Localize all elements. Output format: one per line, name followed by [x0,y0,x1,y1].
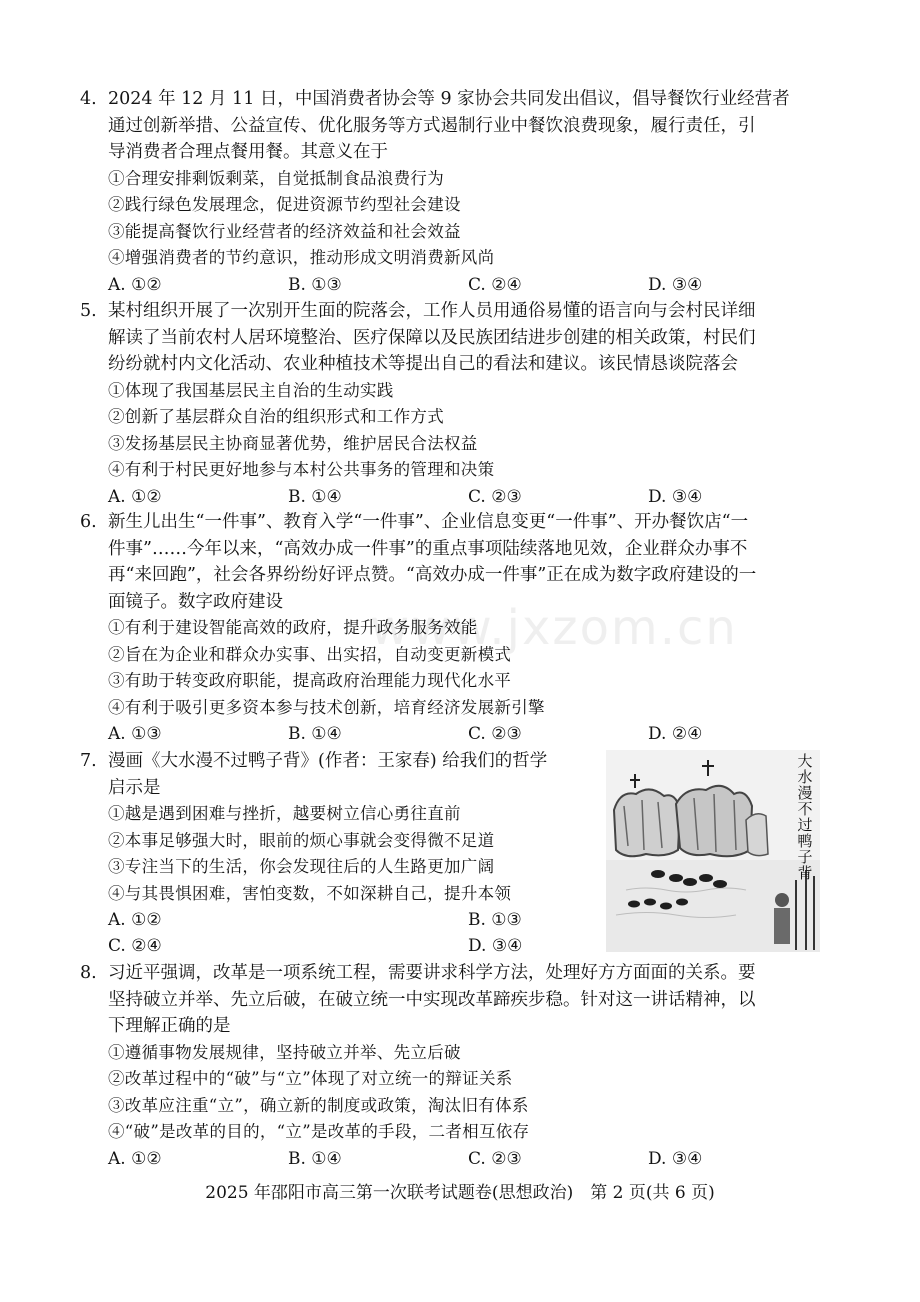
question-stem [80,509,840,615]
choice-d[interactable]: D. ③④ [648,486,703,507]
answer-choices [80,721,840,747]
choice-b[interactable]: B. ①④ [288,724,342,744]
choice-c[interactable]: C. ②④ [468,274,522,295]
option-statement: ①有利于建设智能高效的政府，提升政务服务效能 [108,618,478,637]
choice-d[interactable]: D. ③④ [648,1148,703,1169]
choice-b[interactable]: B. ①③ [468,910,522,930]
choice-d[interactable]: D. ③④ [648,274,703,295]
option-statement: ④有利于吸引更多资本参与技术创新，培育经济发展新引擎 [108,697,545,717]
choice-c[interactable]: C. ②③ [468,486,522,507]
question-stem [80,298,840,378]
question-number: 8. [80,963,97,983]
answer-choices [80,1146,840,1172]
stem-line: 通过创新举措、公益宣传、优化服务等方式遏制行业中餐饮浪费现象，履行责任，引 [108,115,756,136]
question-number: 5. [80,301,97,321]
stem-line: 下理解正确的是 [108,1016,231,1036]
choice-a[interactable]: A. ①② [108,486,162,507]
option-statement: ④增强消费者的节约意识，推动形成文明消费新风尚 [108,248,495,267]
option-statement: ③有助于转变政府职能，提高政府治理能力现代化水平 [108,671,512,690]
option-statement: ③能提高餐饮行业经营者的经济效益和社会效益 [108,221,461,241]
stem-line: 漫画《大水漫不过鸭子背》(作者：王家春) 给我们的哲学 [108,751,548,771]
stem-line: 纷纷就村内文化活动、农业种植技术等提出自己的看法和建议。该民情恳谈院落会 [108,354,738,374]
option-statement: ④“破”是改革的目的，“立”是改革的手段，二者相互依存 [108,1122,530,1141]
option-statement: ①遵循事物发展规律，坚持破立并举、先立后破 [108,1042,461,1062]
stem-line: 某村组织开展了一次别开生面的院落会，工作人员用通俗易懂的语言向与会村民详细 [108,301,756,321]
watermark: www.jxzom.cn [370,600,738,656]
answer-choices [80,484,840,510]
choice-d[interactable]: D. ③④ [468,936,523,956]
choice-b[interactable]: B. ①④ [288,486,342,507]
option-statement: ②践行绿色发展理念，促进资源节约型社会建设 [108,195,461,214]
stem-line: 启示是 [108,777,161,798]
question-6 [80,509,840,747]
choice-c[interactable]: C. ②③ [468,1148,522,1169]
question-5 [80,298,840,510]
option-statement: ②旨在为企业和群众办实事、出实招，自动变更新模式 [108,644,512,664]
option-statement: ②改革过程中的“破”与“立”体现了对立统一的辩证关系 [108,1069,513,1088]
question-number: 7. [80,751,97,771]
cartoon-title: 大水漫不过鸭子背 [797,752,813,882]
stem-line: 新生儿出生“一件事”、教育入学“一件事”、企业信息变更“一件事”、开办餐饮店“一 [108,512,749,532]
choice-a[interactable]: A. ①② [108,1148,162,1169]
stem-line: 2024 年 12 月 11 日，中国消费者协会等 9 家协会共同发出倡议，倡导餐饮行业经营者 [108,89,790,109]
option-statement: ②创新了基层群众自治的组织形式和工作方式 [108,407,444,426]
stem-line: 导消费者合理点餐用餐。其意义在于 [108,142,388,162]
option-statement: ④与其畏惧困难，害怕变数，不如深耕自己，提升本领 [108,883,512,903]
option-statement: ②本事足够强大时，眼前的烦心事就会变得微不足道 [108,830,495,850]
option-statement: ④有利于村民更好地参与本村公共事务的管理和决策 [108,460,495,479]
question-stem [80,86,840,166]
stem-line: 解读了当前农村人居环境整治、医疗保障以及民族团结进步创建的相关政策，村民们 [108,327,756,348]
stem-line: 坚持破立并举、先立后破，在破立统一中实现改革蹄疾步稳。针对这一讲话精神，以 [108,989,756,1010]
question-stem [80,960,840,1040]
option-statement: ①体现了我国基层民主自治的生动实践 [108,380,394,400]
choice-c[interactable]: C. ②③ [468,724,522,744]
choice-a[interactable]: A. ①② [108,910,162,930]
choice-d[interactable]: D. ②④ [648,724,703,744]
choice-b[interactable]: B. ①④ [288,1148,342,1169]
page-footer: 2025 年邵阳市高三第一次联考试题卷(思想政治) 第 2 页(共 6 页) [205,1183,715,1203]
answer-choices [80,272,840,298]
option-statement: ①越是遇到困难与挫折，越要树立信心勇往直前 [108,804,461,823]
stem-line: 习近平强调，改革是一项系统工程，需要讲求科学方法，处理好方方面面的关系。要 [108,963,756,983]
question-number: 4. [80,89,97,109]
option-statement: ①合理安排剩饭剩菜，自觉抵制食品浪费行为 [108,168,444,188]
stem-line: 面镜子。数字政府建设 [108,591,283,612]
question-number: 6. [80,512,97,532]
option-statement: ③专注当下的生活，你会发现往后的人生路更加广阔 [108,857,495,876]
question-4 [80,86,840,298]
choice-a[interactable]: A. ①③ [108,724,162,744]
choice-b[interactable]: B. ①③ [288,274,342,295]
cartoon-ducks-image [606,750,820,952]
option-statement: ③改革应注重“立”，确立新的制度或政策，淘汰旧有体系 [108,1095,529,1115]
choice-c[interactable]: C. ②④ [108,936,162,956]
stem-line: 再“来回跑”，社会各界纷纷好评点赞。“高效办成一件事”正在成为数字政府建设的一 [108,565,757,585]
stem-line: 件事”……今年以来，“高效办成一件事”的重点事项陆续落地见效，企业群众办事不 [108,538,748,559]
question-8 [80,960,840,1172]
choice-a[interactable]: A. ①② [108,274,162,295]
option-statement: ③发扬基层民主协商显著优势，维护居民合法权益 [108,433,478,453]
